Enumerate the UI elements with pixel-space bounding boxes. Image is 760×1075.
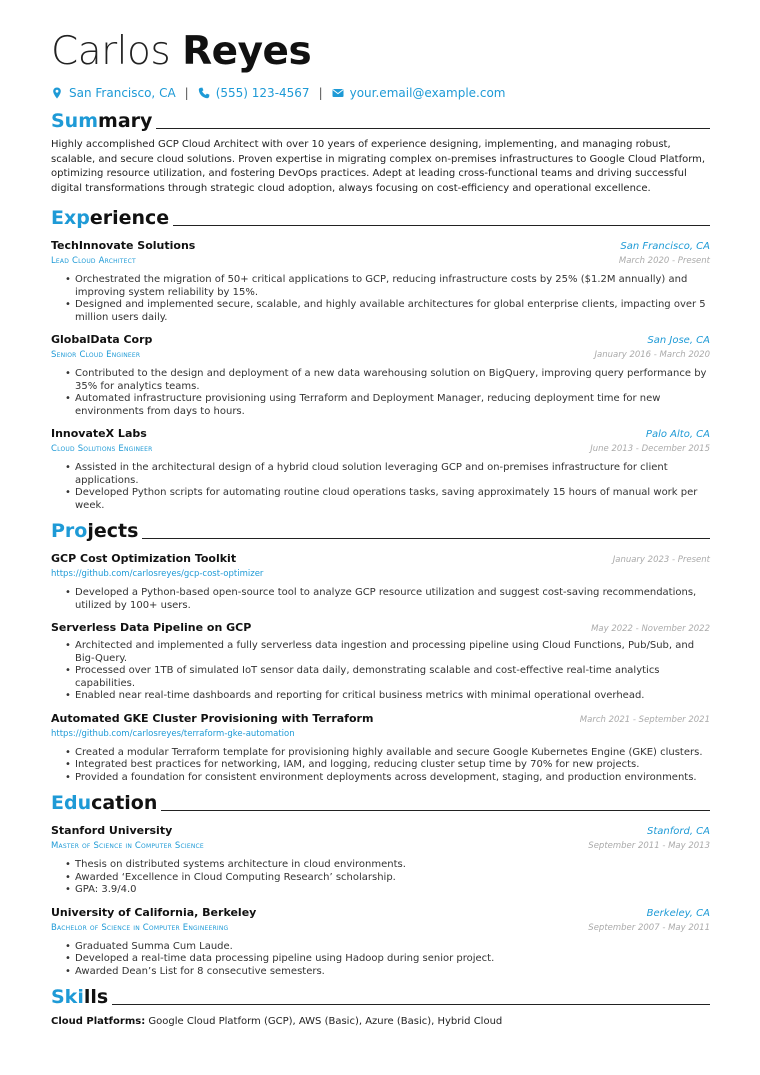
school-location: Berkeley, CA — [646, 907, 710, 919]
bullet-list — [65, 859, 710, 897]
phone-icon — [198, 87, 210, 99]
bullet-item: • Automated infrastructure provisioning using Terraform and Deployment Manager, reducing deployment time for new environments from days to hours. — [65, 393, 710, 418]
job-title: Senior Cloud Engineer — [51, 350, 141, 360]
skills-line — [51, 1015, 710, 1029]
bullet-item: • Architected and implemented a fully serverless data ingestion and processing pipeline using Cloud Functions, Pub/Sub, and Big-Query. — [65, 640, 710, 665]
projects-heading — [51, 519, 710, 543]
company-name: GlobalData Corp — [51, 333, 153, 346]
skill-category: Cloud Platforms: — [51, 1016, 146, 1027]
degree-name: Bachelor of Science in Computer Engineering — [51, 922, 229, 933]
job-dates: January 2016 - March 2020 — [594, 350, 710, 360]
envelope-icon — [332, 87, 344, 99]
bullet-item: • Assisted in the architectural design of a hybrid cloud solution leveraging GCP and on-premises infrastructure for client applications. — [65, 462, 710, 487]
summary-heading — [51, 109, 710, 133]
bullet-item: • Developed a Python-based open-source tool to analyze GCP resource utilization and suggest cost-saving recommendations, utilized by 100+ users. — [65, 587, 710, 612]
section-rule — [173, 225, 710, 226]
job-dates: March 2020 - Present — [618, 256, 710, 266]
project-dates: March 2021 - September 2021 — [579, 714, 710, 725]
bullet-item: • Provided a foundation for consistent environment deployments across development, staging, and production environments. — [65, 772, 710, 785]
skills-heading — [51, 985, 710, 1009]
phone-text: (555) 123-4567 — [215, 86, 310, 100]
job-dates: June 2013 - December 2015 — [590, 444, 710, 454]
bullet-list — [65, 274, 710, 324]
education-dates: September 2011 - May 2013 — [588, 841, 710, 851]
company-name: TechInnovate Solutions — [51, 239, 196, 252]
job-title: Lead Cloud Architect — [51, 256, 136, 266]
section-rule — [112, 1004, 710, 1005]
last-name: Reyes — [182, 29, 312, 74]
section-title: Skills — [51, 986, 109, 1008]
location-text: San Francisco, CA — [69, 86, 176, 100]
bullet-item: • Awarded Dean’s List for 8 consecutive semesters. — [65, 966, 710, 979]
school-location: Stanford, CA — [646, 826, 710, 837]
bullet-item: • Graduated Summa Cum Laude. — [65, 941, 710, 954]
section-rule — [161, 810, 710, 811]
project-name: Automated GKE Cluster Provisioning with Terraform — [51, 711, 374, 725]
job-location: San Jose, CA — [647, 335, 710, 346]
bullet-list — [65, 368, 710, 418]
project-dates: January 2023 - Present — [612, 555, 710, 565]
email-link[interactable]: your.email@example.com — [349, 86, 506, 100]
bullet-item: • GPA: 3.9/4.0 — [65, 884, 710, 897]
map-pin-icon — [51, 87, 63, 99]
candidate-name — [51, 30, 710, 74]
separator: | — [184, 86, 189, 100]
project-link[interactable]: https://github.com/carlosreyes/gcp-cost-optimizer — [51, 569, 264, 579]
bullet-list — [65, 462, 710, 512]
bullet-item: • Created a modular Terraform template for provisioning highly available and secure Google Kubernetes Engine (GKE) clusters. — [65, 747, 710, 760]
experience-heading — [51, 206, 710, 230]
project-entry — [51, 551, 710, 612]
contact-bar — [51, 84, 710, 102]
bullet-item: • Awarded ‘Excellence in Cloud Computing Research’ scholarship. — [65, 872, 710, 885]
bullet-item: • Enabled near real-time dashboards and reporting for critical business metrics with minimal operational overhead. — [65, 690, 710, 703]
bullet-item: • Integrated best practices for networking, IAM, and logging, reducing cluster setup time by 70% for new projects. — [65, 759, 710, 772]
experience-entry — [51, 332, 710, 418]
school-name: Stanford University — [51, 824, 173, 837]
bullet-list — [65, 587, 710, 612]
experience-entry — [51, 426, 710, 512]
skill-values: Google Cloud Platform (GCP), AWS (Basic), Azure (Basic), Hybrid Cloud — [148, 1016, 503, 1027]
bullet-item: • Contributed to the design and deployment of a new data warehousing solution on BigQuery, improving query performance by 35% for analytics teams. — [65, 368, 710, 393]
project-dates: May 2022 - November 2022 — [591, 624, 710, 634]
job-location: Palo Alto, CA — [645, 429, 710, 440]
bullet-list — [65, 640, 710, 703]
experience-entry — [51, 238, 710, 324]
section-title: Summary — [51, 110, 153, 132]
project-entry — [51, 711, 710, 785]
education-heading — [51, 791, 710, 815]
section-title: Experience — [51, 207, 170, 229]
bullet-list — [65, 747, 710, 785]
project-entry — [51, 620, 710, 703]
project-link[interactable]: https://github.com/carlosreyes/terraform-gke-automation — [51, 728, 295, 739]
bullet-item: • Orchestrated the migration of 50+ critical applications to GCP, reducing infrastructure costs by 25% ($1.2M annually) and improving system reliability by 15%. — [65, 274, 710, 299]
job-location: San Francisco, CA — [620, 241, 710, 252]
separator: | — [318, 86, 323, 100]
section-title: Education — [51, 792, 158, 814]
resume-page — [51, 0, 710, 1029]
bullet-item: • Designed and implemented secure, scalable, and highly available architectures for global enterprise clients, impacting over 5 million users daily. — [65, 299, 710, 324]
summary-text: Highly accomplished GCP Cloud Architect with over 10 years of experience designing, implementing, and managing robust, scalable, and secure cloud solutions. Proven expertise in migrating complex on-premises infrastructures to Google Cloud Platform, optimizing resource utilization, and fostering DevOps practices. Adept at leading cross-functional teams and driving successful digital transformations through strategic cloud adoption, always focusing on cost-efficiency and operational excellence. — [51, 139, 706, 194]
education-entry — [51, 823, 710, 897]
section-title: Projects — [51, 520, 139, 542]
project-name: GCP Cost Optimization Toolkit — [51, 552, 237, 565]
bullet-item: • Developed Python scripts for automating routine cloud operations tasks, saving approximately 15 hours of manual work per week. — [65, 487, 710, 512]
bullet-list — [65, 941, 710, 979]
company-name: InnovateX Labs — [51, 427, 147, 440]
education-dates: September 2007 - May 2011 — [588, 922, 710, 933]
section-rule — [156, 128, 710, 129]
bullet-item: • Developed a real-time data processing pipeline using Hadoop during senior project. — [65, 953, 710, 966]
first-name: Carlos — [51, 29, 171, 74]
education-entry — [51, 905, 710, 979]
project-name: Serverless Data Pipeline on GCP — [51, 621, 252, 634]
degree-name: Master of Science in Computer Science — [51, 841, 204, 851]
job-title: Cloud Solutions Engineer — [51, 444, 153, 454]
bullet-item: • Processed over 1TB of simulated IoT sensor data daily, demonstrating scalable and cost-effective real-time analytics capabilities. — [65, 665, 710, 690]
school-name: University of California, Berkeley — [51, 905, 257, 919]
section-rule — [142, 538, 710, 539]
bullet-item: • Thesis on distributed systems architecture in cloud environments. — [65, 859, 710, 872]
